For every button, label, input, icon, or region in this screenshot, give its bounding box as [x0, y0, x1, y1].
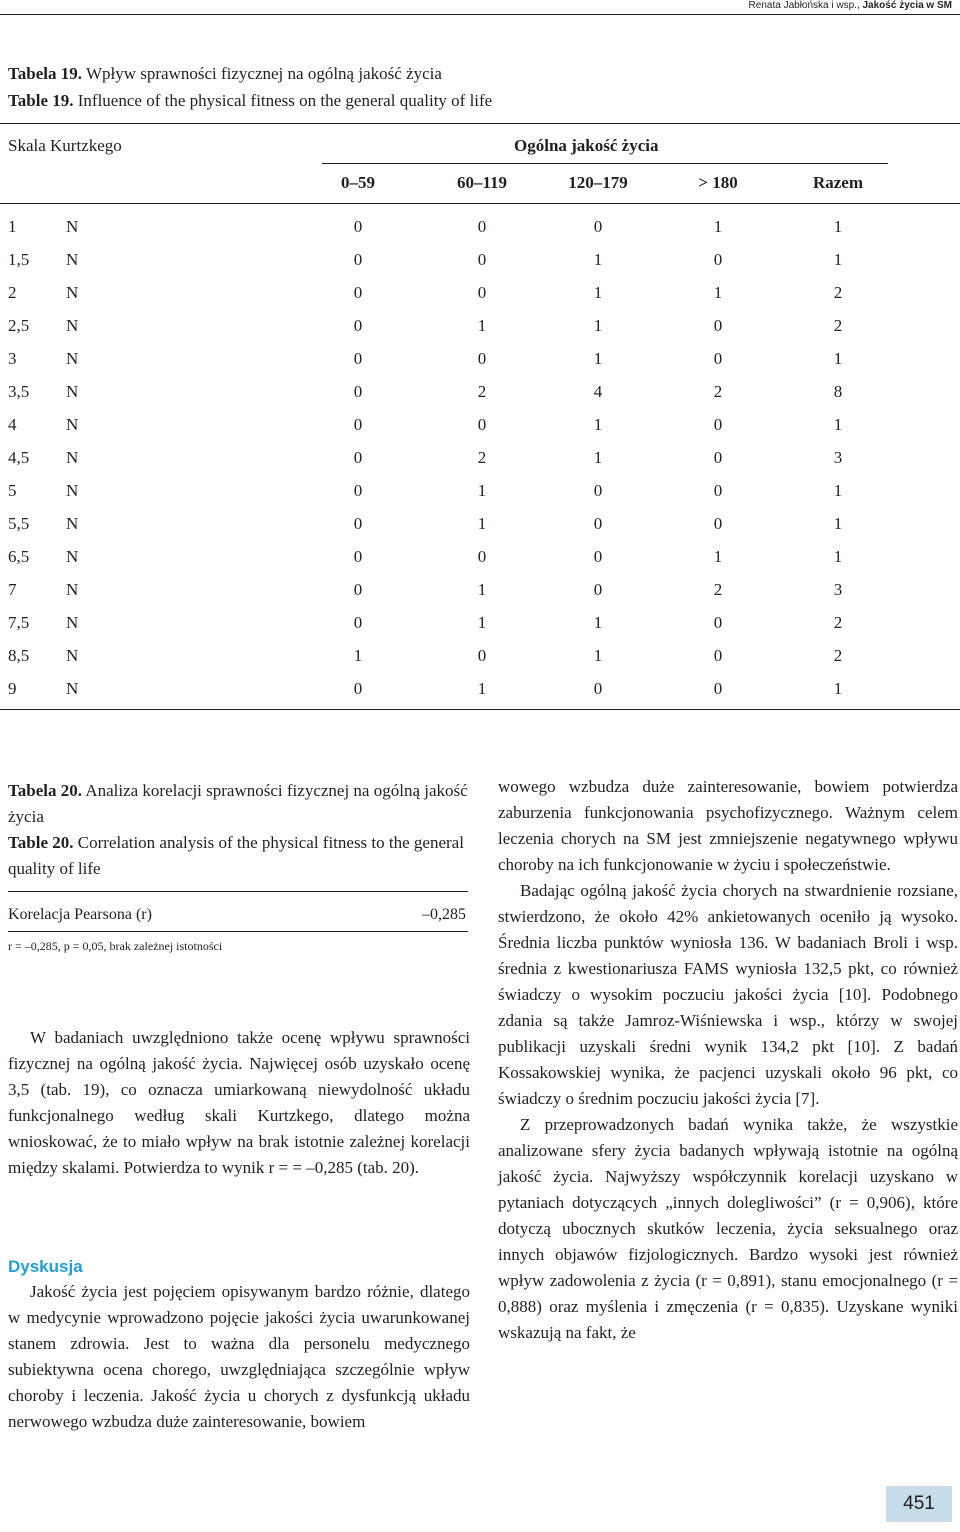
- row-kurtzke: 1: [8, 217, 17, 236]
- cell: 0: [593, 547, 603, 566]
- table-row: [0, 348, 960, 370]
- cell: 1: [713, 217, 723, 236]
- cell: 3: [833, 580, 843, 599]
- cell: 1: [477, 580, 487, 599]
- cell: 0: [353, 547, 363, 566]
- row-n: N: [66, 514, 79, 533]
- row-kurtzke: 5,5: [8, 514, 30, 533]
- cell: 0: [713, 613, 723, 632]
- row-kurtzke: 7: [8, 580, 17, 599]
- row-kurtzke: 5: [8, 481, 17, 500]
- row-kurtzke: 9: [8, 679, 17, 698]
- row-kurtzke: 3,5: [8, 382, 30, 401]
- results-paragraph: [8, 1025, 470, 1181]
- cell: 0: [353, 448, 363, 467]
- table20-caption-pl: [8, 778, 470, 830]
- table20-note: r = –0,285, p = 0,05, brak zależnej istotności: [8, 939, 223, 953]
- table-row: [0, 645, 960, 667]
- cell: 0: [353, 382, 363, 401]
- paragraph: wowego wzbudza duże zainteresowanie, bowiem potwierdza zaburzenia funkcjonowania psychofizycznego. Ważnym celem leczenia chorych na SM jest zmniejszenie negatywnego wpływu choroby na ich funkcjonowanie w życiu i społeczeństwie.: [498, 777, 958, 874]
- cell: 0: [477, 646, 487, 665]
- table19-bottom-rule: [0, 709, 960, 710]
- cell: 1: [833, 250, 843, 269]
- table-row: [0, 414, 960, 436]
- cell: 0: [353, 613, 363, 632]
- table19-caption-en: [8, 91, 492, 111]
- running-head: [749, 0, 952, 12]
- column-header: 120–179: [568, 173, 628, 192]
- table-row: [0, 381, 960, 403]
- row-kurtzke: 4,5: [8, 448, 30, 467]
- row-kurtzke: 2,5: [8, 316, 30, 335]
- row-kurtzke: 1,5: [8, 250, 30, 269]
- cell: 1: [593, 316, 603, 335]
- row-n: N: [66, 415, 79, 434]
- row-n: N: [66, 316, 79, 335]
- cell: 1: [477, 481, 487, 500]
- cell: 2: [713, 580, 723, 599]
- cell: 0: [353, 349, 363, 368]
- cell: 0: [353, 481, 363, 500]
- table19-column-headers: [0, 172, 960, 194]
- cell: 0: [713, 250, 723, 269]
- cell: 1: [477, 316, 487, 335]
- discussion-paragraph-text: Jakość życia jest pojęciem opisywanym bardzo różnie, dlatego w medycynie wprowadzono pojęcie jakości życia uwarunkowanej stanem zdrowia. Jest to ważna dla personelu medycznego subiektywna ocena chorego, uwzględniająca szczególnie wpływ choroby i leczenia. Jakość życia u chorych z dysfunkcją układu nerwowego wzbudza duże zainteresowanie, bowiem: [8, 1282, 470, 1431]
- row-n: N: [66, 283, 79, 302]
- table19-header-rule: [0, 203, 960, 204]
- table19-caption-en-label: Table 19.: [8, 91, 74, 110]
- cell: 0: [713, 679, 723, 698]
- table19-group-header: Ogólna jakość życia: [514, 136, 659, 155]
- cell: 1: [833, 514, 843, 533]
- table20-caption: [8, 778, 470, 882]
- cell: 0: [353, 580, 363, 599]
- cell: 2: [477, 382, 487, 401]
- cell: 1: [713, 283, 723, 302]
- row-n: N: [66, 547, 79, 566]
- cell: 0: [713, 514, 723, 533]
- cell: 1: [593, 646, 603, 665]
- table19-group-rule: [322, 163, 888, 164]
- column-header: > 180: [698, 173, 738, 192]
- table-row: [0, 546, 960, 568]
- table20-caption-pl-label: Tabela 20.: [8, 781, 83, 800]
- cell: 0: [593, 217, 603, 236]
- table19-caption-pl-label: Tabela 19.: [8, 64, 83, 83]
- table20-row-label: Korelacja Pearsona (r): [8, 906, 152, 923]
- row-kurtzke: 2: [8, 283, 17, 302]
- running-head-title: Jakość życia w SM: [862, 0, 952, 11]
- cell: 0: [713, 646, 723, 665]
- cell: 2: [833, 646, 843, 665]
- cell: 0: [593, 481, 603, 500]
- cell: 4: [593, 382, 603, 401]
- row-n: N: [66, 580, 79, 599]
- cell: 0: [477, 349, 487, 368]
- row-n: N: [66, 481, 79, 500]
- cell: 0: [477, 217, 487, 236]
- table20-bottom-rule: [8, 931, 468, 932]
- table20-caption-en-text: Correlation analysis of the physical fitness to the general quality of life: [8, 833, 464, 878]
- cell: 1: [593, 613, 603, 632]
- row-n: N: [66, 448, 79, 467]
- row-n: N: [66, 250, 79, 269]
- row-n: N: [66, 679, 79, 698]
- running-head-authors: Renata Jabłońska i wsp.,: [748, 0, 863, 11]
- cell: 2: [713, 382, 723, 401]
- table-row: [0, 579, 960, 601]
- row-n: N: [66, 349, 79, 368]
- cell: 0: [713, 349, 723, 368]
- cell: 2: [833, 613, 843, 632]
- cell: 0: [353, 316, 363, 335]
- table19-top-rule: [0, 123, 960, 124]
- table20-top-rule: [8, 891, 468, 892]
- cell: 1: [833, 481, 843, 500]
- cell: 1: [593, 250, 603, 269]
- cell: 0: [477, 283, 487, 302]
- cell: 1: [593, 448, 603, 467]
- column-header: 0–59: [341, 173, 375, 192]
- cell: 0: [353, 217, 363, 236]
- table-row: [0, 315, 960, 337]
- cell: 1: [593, 415, 603, 434]
- cell: 1: [833, 217, 843, 236]
- row-kurtzke: 7,5: [8, 613, 30, 632]
- table19-caption-pl: [8, 64, 442, 84]
- table19-caption-pl-text: Wpływ sprawności fizycznej na ogólną jakość życia: [82, 64, 442, 83]
- cell: 1: [833, 679, 843, 698]
- cell: 0: [713, 448, 723, 467]
- cell: 8: [833, 382, 843, 401]
- cell: 1: [353, 646, 363, 665]
- table-row: [0, 216, 960, 238]
- cell: 3: [833, 448, 843, 467]
- table-row: [0, 513, 960, 535]
- cell: 0: [353, 250, 363, 269]
- cell: 0: [353, 679, 363, 698]
- column-header: 60–119: [456, 173, 508, 192]
- cell: 0: [477, 415, 487, 434]
- cell: 0: [713, 415, 723, 434]
- table-row: [0, 282, 960, 304]
- row-kurtzke: 4: [8, 415, 17, 434]
- cell: 1: [593, 349, 603, 368]
- row-n: N: [66, 646, 79, 665]
- cell: 1: [833, 349, 843, 368]
- cell: 1: [713, 547, 723, 566]
- row-kurtzke: 3: [8, 349, 17, 368]
- cell: 2: [477, 448, 487, 467]
- table-row: [0, 447, 960, 469]
- running-head-rule: [0, 14, 960, 15]
- page-number: 451: [886, 1486, 952, 1522]
- cell: 0: [713, 316, 723, 335]
- cell: 1: [477, 514, 487, 533]
- discussion-paragraph: [8, 1279, 470, 1435]
- right-column: [498, 774, 958, 1346]
- row-kurtzke: 8,5: [8, 646, 30, 665]
- row-n: N: [66, 382, 79, 401]
- table-row: [0, 480, 960, 502]
- table-row: [0, 249, 960, 271]
- cell: 1: [477, 679, 487, 698]
- cell: 0: [593, 679, 603, 698]
- table20-row-value: –0,285: [422, 906, 466, 923]
- column-header: Razem: [812, 173, 864, 192]
- cell: 1: [593, 283, 603, 302]
- cell: 0: [353, 415, 363, 434]
- table19-caption-en-text: Influence of the physical fitness on the general quality of life: [73, 91, 493, 110]
- row-n: N: [66, 613, 79, 632]
- table-row: [0, 612, 960, 634]
- cell: 0: [477, 250, 487, 269]
- cell: 2: [833, 316, 843, 335]
- cell: 2: [833, 283, 843, 302]
- table20-caption-en: [8, 830, 470, 882]
- cell: 1: [477, 613, 487, 632]
- section-heading: Dyskusja: [8, 1257, 83, 1276]
- cell: 0: [713, 481, 723, 500]
- paragraph: Z przeprowadzonych badań wynika także, że wszystkie analizowane sfery życia badanych wpływają istotnie na ogólną jakość życia. Najwyższy współczynnik korelacji uzyskano w pytaniach dotyczących „innych dolegliwości” (r = 0,906), które dotyczą ubocznych skutków leczenia, życia seksualnego oraz innych objawów fizjologicznych. Bardzo wysoki jest również wpływ zadowolenia z życia (r = 0,891), stanu emocjonalnego (r = 0,888) oraz myślenia i zmęczenia (r = 0,835). Uzyskane wyniki wskazują na fakt, że: [498, 1115, 958, 1342]
- cell: 1: [833, 415, 843, 434]
- cell: 0: [593, 514, 603, 533]
- table20-caption-en-label: Table 20.: [8, 833, 74, 852]
- cell: 0: [353, 514, 363, 533]
- row-kurtzke: 6,5: [8, 547, 30, 566]
- cell: 1: [833, 547, 843, 566]
- table19-row-header: Skala Kurtzkego: [8, 136, 122, 155]
- row-n: N: [66, 217, 79, 236]
- cell: 0: [353, 283, 363, 302]
- cell: 0: [477, 547, 487, 566]
- table-row: [0, 678, 960, 700]
- cell: 0: [593, 580, 603, 599]
- results-paragraph-text: W badaniach uwzględniono także ocenę wpływu sprawności fizycznej na ogólną jakość życia. Najwięcej osób uzyskało ocenę 3,5 (tab. 19), co oznacza umiarkowaną niewydolność układu funkcjonalnego według skali Kurtzkego, dlatego można wnioskować, że to miało wpływ na brak istotnie zależnej korelacji między skalami. Potwierdza to wynik r = = –0,285 (tab. 20).: [8, 1028, 470, 1177]
- paragraph: Badając ogólną jakość życia chorych na stwardnienie rozsiane, stwierdzono, że około 42% ankietowanych oceniło ją wysoko. Średnia liczba punktów wyniosła 136. W badaniach Broli i wsp. średnia z kwestionariusza FAMS wyniosła 132,5 pkt, co również świadczy o wysokim poczuciu jakości życia [10]. Podobnego zdania są także Jamroz-Wiśniewska i wsp., którzy w swojej publikacji uzyskali średni wynik 134,2 pkt [10]. Z badań Kossakowskiej wynika, że pacjenci uzyskali około 96 pkt, co świadczy o średnim poczuciu jakości życia [7].: [498, 881, 958, 1108]
- table20-caption-pl-text: Analiza korelacji sprawności fizycznej na ogólną jakość życia: [8, 781, 468, 826]
